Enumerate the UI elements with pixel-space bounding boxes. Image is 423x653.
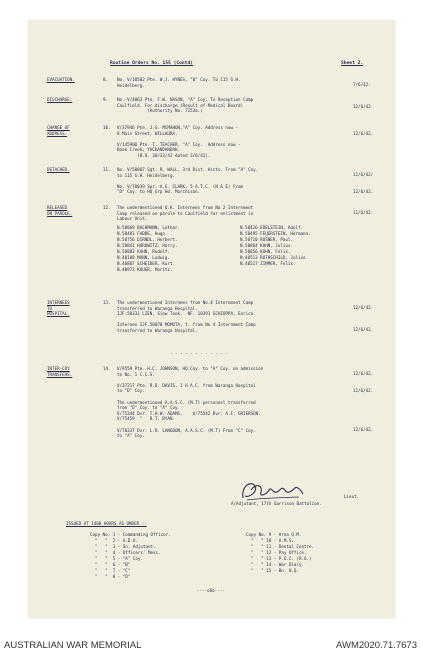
- archive-footer: [0, 632, 423, 652]
- list-item: N.50864 KAHN, Julius.: [240, 243, 293, 248]
- list-item: " " 7 - "C": [90, 568, 131, 573]
- end-mark: ----oOo----: [197, 588, 225, 593]
- signature-rank: Lieut.: [344, 494, 360, 499]
- separator: - - - - - - - - - - - -: [170, 351, 228, 356]
- document-title: Routine Orders No. 155 (Contd): [110, 61, 193, 66]
- list-item: N.50426 EDELSTEIN, Adolf.: [240, 225, 304, 230]
- entry-date: 12/6/42. 12/6/42. 12/6/42.: [353, 371, 374, 432]
- signature-line: A/Adjutant, 17th Garrison Battalion.: [231, 501, 322, 506]
- entry-date: 12/6/42.: [353, 104, 374, 109]
- list-item: " " 14 - War Diary.: [246, 562, 304, 567]
- list-item: N.40973 KAUER, Moritz.: [117, 267, 173, 272]
- list-item: N.50856 KOHN, Felix.: [240, 249, 291, 254]
- entry-date: 12/6/42/ 12/6/42.: [353, 172, 374, 194]
- list-item: " " 13 - P.O.C. (R.O.): [246, 556, 312, 561]
- institution-name: AUSTRALIAN WAR MEMORIAL: [4, 640, 142, 651]
- list-item: N.50883 KAHN, Rudolf.: [117, 249, 170, 254]
- list-item: N.40513 ROTHSCHILD, Julius.: [240, 255, 309, 260]
- list-item: N.40807 SCHEIDER, Kurt.: [117, 261, 175, 266]
- list-item: " " 2 - A.D.O.: [90, 538, 138, 543]
- list-item: N.50841 HOROWITZ, Harry.: [117, 243, 178, 248]
- entry-text: No. V/50007 Sgt. R. WALL, 3rd Dist. Accts. From "A" Coy. to 115 G.H. Heidelberg. No. V/70039 Spr. A.G. CLARK, 5 A.T.C. (N & E) From "D" Coy. to HQ Grp Hd. Murchison.: [117, 167, 259, 195]
- entry-text: The undermentioned Internees from No.4 Internment Camp transferred to Waranga Hospital. IJF.50333 LIEN, Siew Took. NF. 10391 SCHIOPPA, Enrico. Internee IJF.50070 MOMOTA, Y. from No 4 Internment Camp transferred to Waranga Hospital.: [117, 300, 256, 333]
- entry-date: 7/6/42.: [353, 82, 371, 87]
- list-item: " " 4 - Officers' Mess.: [90, 550, 161, 555]
- entry-text: V/37946 Pte. J.G. MCMAHON,"A" Coy. Address now - 8 Main Street, WILLAURA. V/145900 Pte. T. TEACHER, "A" Coy. Address now - Book Creek, YACKANDANDAH. (R.O. 30/33/42 dated 3/6/42).: [117, 125, 241, 158]
- entry-number: 14.: [103, 366, 111, 371]
- entry-text: V/9559 Pte. H.C. JOHNSON, HQ.Coy. to "A" Coy. on admission to No. 1 C.C.S. V/37217 Pte. R.D. DAVIS, 1 H.A.C. from Waranga Hospital to "D" Coy. The undermentioned A.A.S.C. (M.T) personnel transferred from "D" Coy. to "A" Coy. V/75344 Dvr. T.H.W. ADAMS. V/75542 Dvr. A.F. GRIERSON. V/75459 " R.T. RYAN. V/70337 Dvr. L.R. LANGDON, A.A.S.C. (M.T) From "C" Coy. to "A" Coy.: [117, 366, 264, 439]
- list-item: " " 15 - Bn. H.Q.: [246, 568, 299, 573]
- entry-number: 12.: [103, 205, 111, 210]
- entry-tag: EVACUATION.: [47, 77, 75, 82]
- list-item: " " 10 - A.M.S.: [246, 538, 294, 543]
- list-item: Copy No. 1 - Commanding Officer.: [90, 532, 171, 537]
- list-item: " " 11 - Dental Centre.: [246, 544, 315, 549]
- list-item: " " 5 - "A" Coy.: [90, 556, 143, 561]
- entry-number: 9.: [103, 97, 109, 102]
- entry-tag: INTERNEES TO HOSPITAL.: [47, 300, 70, 317]
- accession-number: AWM2020.71.7673: [336, 640, 417, 651]
- entry-number: 10.: [103, 125, 111, 130]
- list-item: Copy No. 9 - Area Q.M.: [246, 532, 302, 537]
- entry-tag: INTER-COY TRANSFERS.: [47, 366, 73, 377]
- entry-number: 11.: [103, 167, 111, 172]
- entry-tag: RELEASED ON PAROLE.: [47, 205, 73, 216]
- entry-date: 11/6/42.: [353, 210, 374, 215]
- list-item: N.50481 FABRE, Hugo.: [117, 231, 168, 236]
- entry-date: 12/6/42. 12/6/42.: [353, 305, 374, 333]
- list-item: " " 3 - Sn. Adjutant.: [90, 544, 156, 549]
- list-item: N.40180 MANN, Ludwig.: [117, 255, 170, 260]
- issued-heading: ISSUED AT 1400 HOURS AS UNDER :-: [66, 521, 147, 526]
- entry-text: No. V/10582 Pte. W.J. HYNES, "B" Coy. To 115 G.H. Heidelberg.: [117, 77, 241, 88]
- list-item: " " 6 - "B": [90, 562, 131, 567]
- list-item: " " 12 - Pay Office.: [246, 550, 307, 555]
- entry-text: No. V/4063 Pte. F.W. NASON, "A" Coy. To Reception Camp Caulfield. For discharge.(Result of Medical Board) (Authority No. 7253a.): [117, 97, 254, 114]
- list-item: N.50710 ROSNER, Paul.: [240, 237, 293, 242]
- entry-number: 13.: [103, 300, 111, 305]
- entry-date: 12/6/42.: [353, 131, 374, 136]
- list-item: N.50069 BACHMANN, Lothar.: [117, 225, 181, 230]
- entry-tag: DISCHARGE.: [47, 97, 73, 102]
- sheet-number: Sheet 2.: [341, 61, 364, 66]
- entry-number: 8.: [103, 77, 109, 82]
- list-item: " " 8 - "D": [90, 574, 131, 579]
- list-item: N.50495 FEUERSTEIN, Hermann.: [240, 231, 311, 236]
- entry-tag: CHANGE OF ADDRESS.: [47, 125, 70, 136]
- entry-tag: DETACHED.: [47, 167, 70, 172]
- entry-text: The undermentioned U.K. Internees from No 2 Internment Camp released on parole to Caulfield for enlistment in Labour Unit.: [117, 205, 254, 222]
- list-item: N.40517 ZIMMER, Felix.: [240, 261, 296, 266]
- list-item: N.50756 DIRNDL, Herbert.: [117, 237, 178, 242]
